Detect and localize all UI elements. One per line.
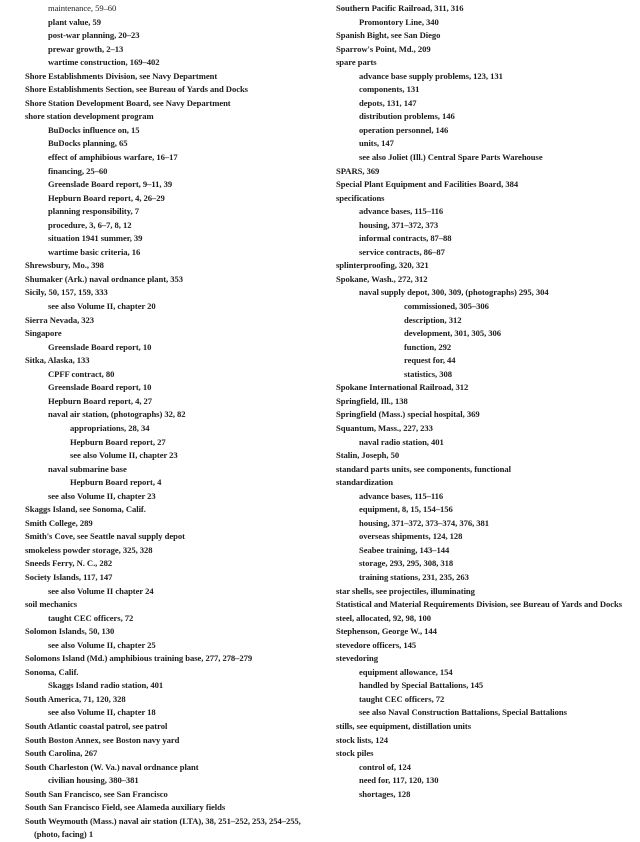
index-entry: BuDocks influence on, 15 xyxy=(48,124,140,135)
index-entry: Sparrow's Point, Md., 209 xyxy=(336,43,431,54)
index-entry: overseas shipments, 124, 128 xyxy=(359,531,463,542)
index-entry: star shells, see projectiles, illuminating xyxy=(336,585,475,596)
index-entry: standard parts units, see components, functional xyxy=(336,463,511,474)
index-entry: appropriations, 28, 34 xyxy=(70,422,150,433)
index-entry: Springfield (Mass.) special hospital, 369 xyxy=(336,409,480,420)
index-entry: Skaggs Island, see Sonoma, Calif. xyxy=(25,504,146,515)
index-entry: naval air station, (photographs) 32, 82 xyxy=(48,409,186,420)
index-entry: see also Volume II, chapter 23 xyxy=(48,490,156,501)
index-entry: Skaggs Island radio station, 401 xyxy=(48,680,164,691)
index-entry: description, 312 xyxy=(404,314,462,325)
index-entry: Hepburn Board report, 4 xyxy=(70,477,162,488)
index-entry: components, 131 xyxy=(359,84,420,95)
index-entry: steel, allocated, 92, 98, 100 xyxy=(336,612,431,623)
index-entry: Shore Station Development Board, see Navy Department xyxy=(25,97,231,108)
index-entry: see also Volume II chapter 24 xyxy=(48,585,154,596)
index-entry: South Charleston (W. Va.) naval ordnance plant xyxy=(25,761,199,772)
index-entry: situation 1941 summer, 39 xyxy=(48,233,143,244)
index-entry: Seabee training, 143–144 xyxy=(359,544,450,555)
index-entry: effect of amphibious warfare, 16–17 xyxy=(48,152,178,163)
index-entry: soil mechanics xyxy=(25,599,78,610)
index-entry: naval submarine base xyxy=(48,463,127,474)
index-entry: splinterproofing, 320, 321 xyxy=(336,260,429,271)
index-entry: Shumaker (Ark.) naval ordnance plant, 353 xyxy=(25,273,183,284)
index-entry: advance bases, 115–116 xyxy=(359,490,444,501)
index-entry: plant value, 59 xyxy=(48,16,101,27)
index-entry: Greenslade Board report, 10 xyxy=(48,341,152,352)
index-entry: Hepburn Board report, 4, 27 xyxy=(48,395,153,406)
index-entry: informal contracts, 87–88 xyxy=(359,233,452,244)
index-entry: SPARS, 369 xyxy=(336,165,380,176)
index-entry: Greenslade Board report, 10 xyxy=(48,382,152,393)
index-entry: Smith College, 289 xyxy=(25,517,93,528)
index-entry: CPFF contract, 80 xyxy=(48,368,115,379)
index-entry: shore station development program xyxy=(25,111,154,122)
index-entry: BuDocks planning, 65 xyxy=(48,138,128,149)
index-entry: see also Volume II, chapter 25 xyxy=(48,639,156,650)
index-entry: commissioned, 305–306 xyxy=(404,301,489,312)
index-entry: equipment, 8, 15, 154–156 xyxy=(359,504,453,515)
index-entry: Solomons Island (Md.) amphibious training base, 277, 278–279 xyxy=(25,653,253,664)
index-entry: smokeless powder storage, 325, 328 xyxy=(25,544,153,555)
index-entry: housing, 371–372, 373 xyxy=(359,219,439,230)
index-entry: Statistical and Material Requirements Division, see Bureau of Yards and Docks xyxy=(336,599,623,610)
index-entry: South Carolina, 267 xyxy=(25,748,98,759)
index-entry: storage, 293, 295, 308, 318 xyxy=(359,558,454,569)
index-entry: standardization xyxy=(336,477,394,488)
index-entry: equipment allowance, 154 xyxy=(359,666,453,677)
index-entry: naval radio station, 401 xyxy=(359,436,444,447)
index-entry: Greenslade Board report, 9–11, 39 xyxy=(48,179,173,190)
index-entry: Sitka, Alaska, 133 xyxy=(25,355,90,366)
index-entry: taught CEC officers, 72 xyxy=(359,693,445,704)
index-entry: prewar growth, 2–13 xyxy=(48,43,124,54)
index-entry: Sierra Nevada, 323 xyxy=(25,314,95,325)
index-entry: financing, 25–60 xyxy=(48,165,108,176)
index-entry: post-war planning, 20–23 xyxy=(48,30,140,41)
index-entry: stock lists, 124 xyxy=(336,734,388,745)
index-column-left xyxy=(25,2,325,842)
index-entry: see also Volume II, chapter 23 xyxy=(70,450,178,461)
index-entry: Hepburn Board report, 4, 26–29 xyxy=(48,192,165,203)
index-entry: service contracts, 86–87 xyxy=(359,246,445,257)
index-entry: see also Volume II, chapter 20 xyxy=(48,301,156,312)
index-entry: Shrewsbury, Mo., 398 xyxy=(25,260,104,271)
index-entry: Sneeds Ferry, N. C., 282 xyxy=(25,558,113,569)
index-entry: wartime construction, 169–402 xyxy=(48,57,160,68)
index-entry: depots, 131, 147 xyxy=(359,97,417,108)
index-entry: need for, 117, 120, 130 xyxy=(359,775,439,786)
index-entry: Sicily, 50, 157, 159, 333 xyxy=(25,287,108,298)
index-entry: South America, 71, 120, 328 xyxy=(25,693,126,704)
index-entry: distribution problems, 146 xyxy=(359,111,455,122)
index-entry: Hepburn Board report, 27 xyxy=(70,436,166,447)
index-entry: Special Plant Equipment and Facilities Board, 384 xyxy=(336,179,519,190)
index-entry: spare parts xyxy=(336,57,377,68)
index-entry: South Boston Annex, see Boston navy yard xyxy=(25,734,180,745)
index-entry: see also Naval Construction Battalions, Special Battalions xyxy=(359,707,567,718)
index-entry: wartime basic criteria, 16 xyxy=(48,246,141,257)
index-entry: Spokane, Wash., 272, 312 xyxy=(336,273,428,284)
index-entry: operation personnel, 146 xyxy=(359,124,449,135)
index-entry: Springfield, Ill., 138 xyxy=(336,395,408,406)
index-entry: see also Volume II, chapter 18 xyxy=(48,707,156,718)
index-entry: Shore Establishments Division, see Navy Department xyxy=(25,70,218,81)
index-entry: Promontory Line, 340 xyxy=(359,16,439,27)
index-entry: stevedoring xyxy=(336,653,378,664)
index-entry: see also Joliet (Ill.) Central Spare Parts Warehouse xyxy=(359,152,543,163)
index-entry: handled by Special Battalions, 145 xyxy=(359,680,484,691)
index-entry: request for, 44 xyxy=(404,355,456,366)
index-entry: housing, 371–372, 373–374, 376, 381 xyxy=(359,517,490,528)
index-entry: Spanish Bight, see San Diego xyxy=(336,30,441,41)
index-entry: function, 292 xyxy=(404,341,452,352)
index-entry: development, 301, 305, 306 xyxy=(404,328,502,339)
index-entry: Southern Pacific Railroad, 311, 316 xyxy=(336,3,464,13)
index-entry: specifications xyxy=(336,192,385,203)
index-entry: control of, 124 xyxy=(359,761,411,772)
index-entry: maintenance, 59–60 xyxy=(48,3,117,13)
index-entry: Sonoma, Calif. xyxy=(25,666,79,677)
index-entry: units, 147 xyxy=(359,138,394,149)
index-entry: stock piles xyxy=(336,748,374,759)
index-entry: planning responsibility, 7 xyxy=(48,206,139,217)
index-entry: civilian housing, 380–381 xyxy=(48,775,139,786)
index-entry: Squantum, Mass., 227, 233 xyxy=(336,422,433,433)
index-entry: Shore Establishments Section, see Bureau of Yards and Docks xyxy=(25,84,248,95)
index-entry: advance bases, 115–116 xyxy=(359,206,444,217)
index-entry: statistics, 308 xyxy=(404,368,452,379)
index-entry: Stalin, Joseph, 50 xyxy=(336,450,400,461)
index-entry: procedure, 3, 6–7, 8, 12 xyxy=(48,219,132,230)
index-entry: South Atlantic coastal patrol, see patrol xyxy=(25,720,168,731)
index-entry: South Weymouth (Mass.) naval air station (LTA), 38, 251–252, 253, 254–255, (photo, facing) 1 xyxy=(25,815,301,840)
index-entry: Smith's Cove, see Seattle naval supply depot xyxy=(25,531,185,542)
index-entry: stevedore officers, 145 xyxy=(336,639,417,650)
index-entry: Solomon Islands, 50, 130 xyxy=(25,626,115,637)
index-entry: Singapore xyxy=(25,328,62,339)
index-entry: Stephenson, George W., 144 xyxy=(336,626,437,637)
index-entry: naval supply depot, 300, 309, (photographs) 295, 304 xyxy=(359,287,549,298)
index-entry: Society Islands, 117, 147 xyxy=(25,571,113,582)
index-entry: South San Francisco, see San Francisco xyxy=(25,788,168,799)
index-column-right xyxy=(336,2,636,801)
index-entry: stills, see equipment, distillation units xyxy=(336,720,471,731)
index-entry: advance base supply problems, 123, 131 xyxy=(359,70,503,81)
index-entry: South San Francisco Field, see Alameda auxiliary fields xyxy=(25,802,226,813)
index-entry: Spokane International Railroad, 312 xyxy=(336,382,469,393)
index-entry: taught CEC officers, 72 xyxy=(48,612,134,623)
index-entry: training stations, 231, 235, 263 xyxy=(359,571,469,582)
index-entry: shortages, 128 xyxy=(359,788,411,799)
